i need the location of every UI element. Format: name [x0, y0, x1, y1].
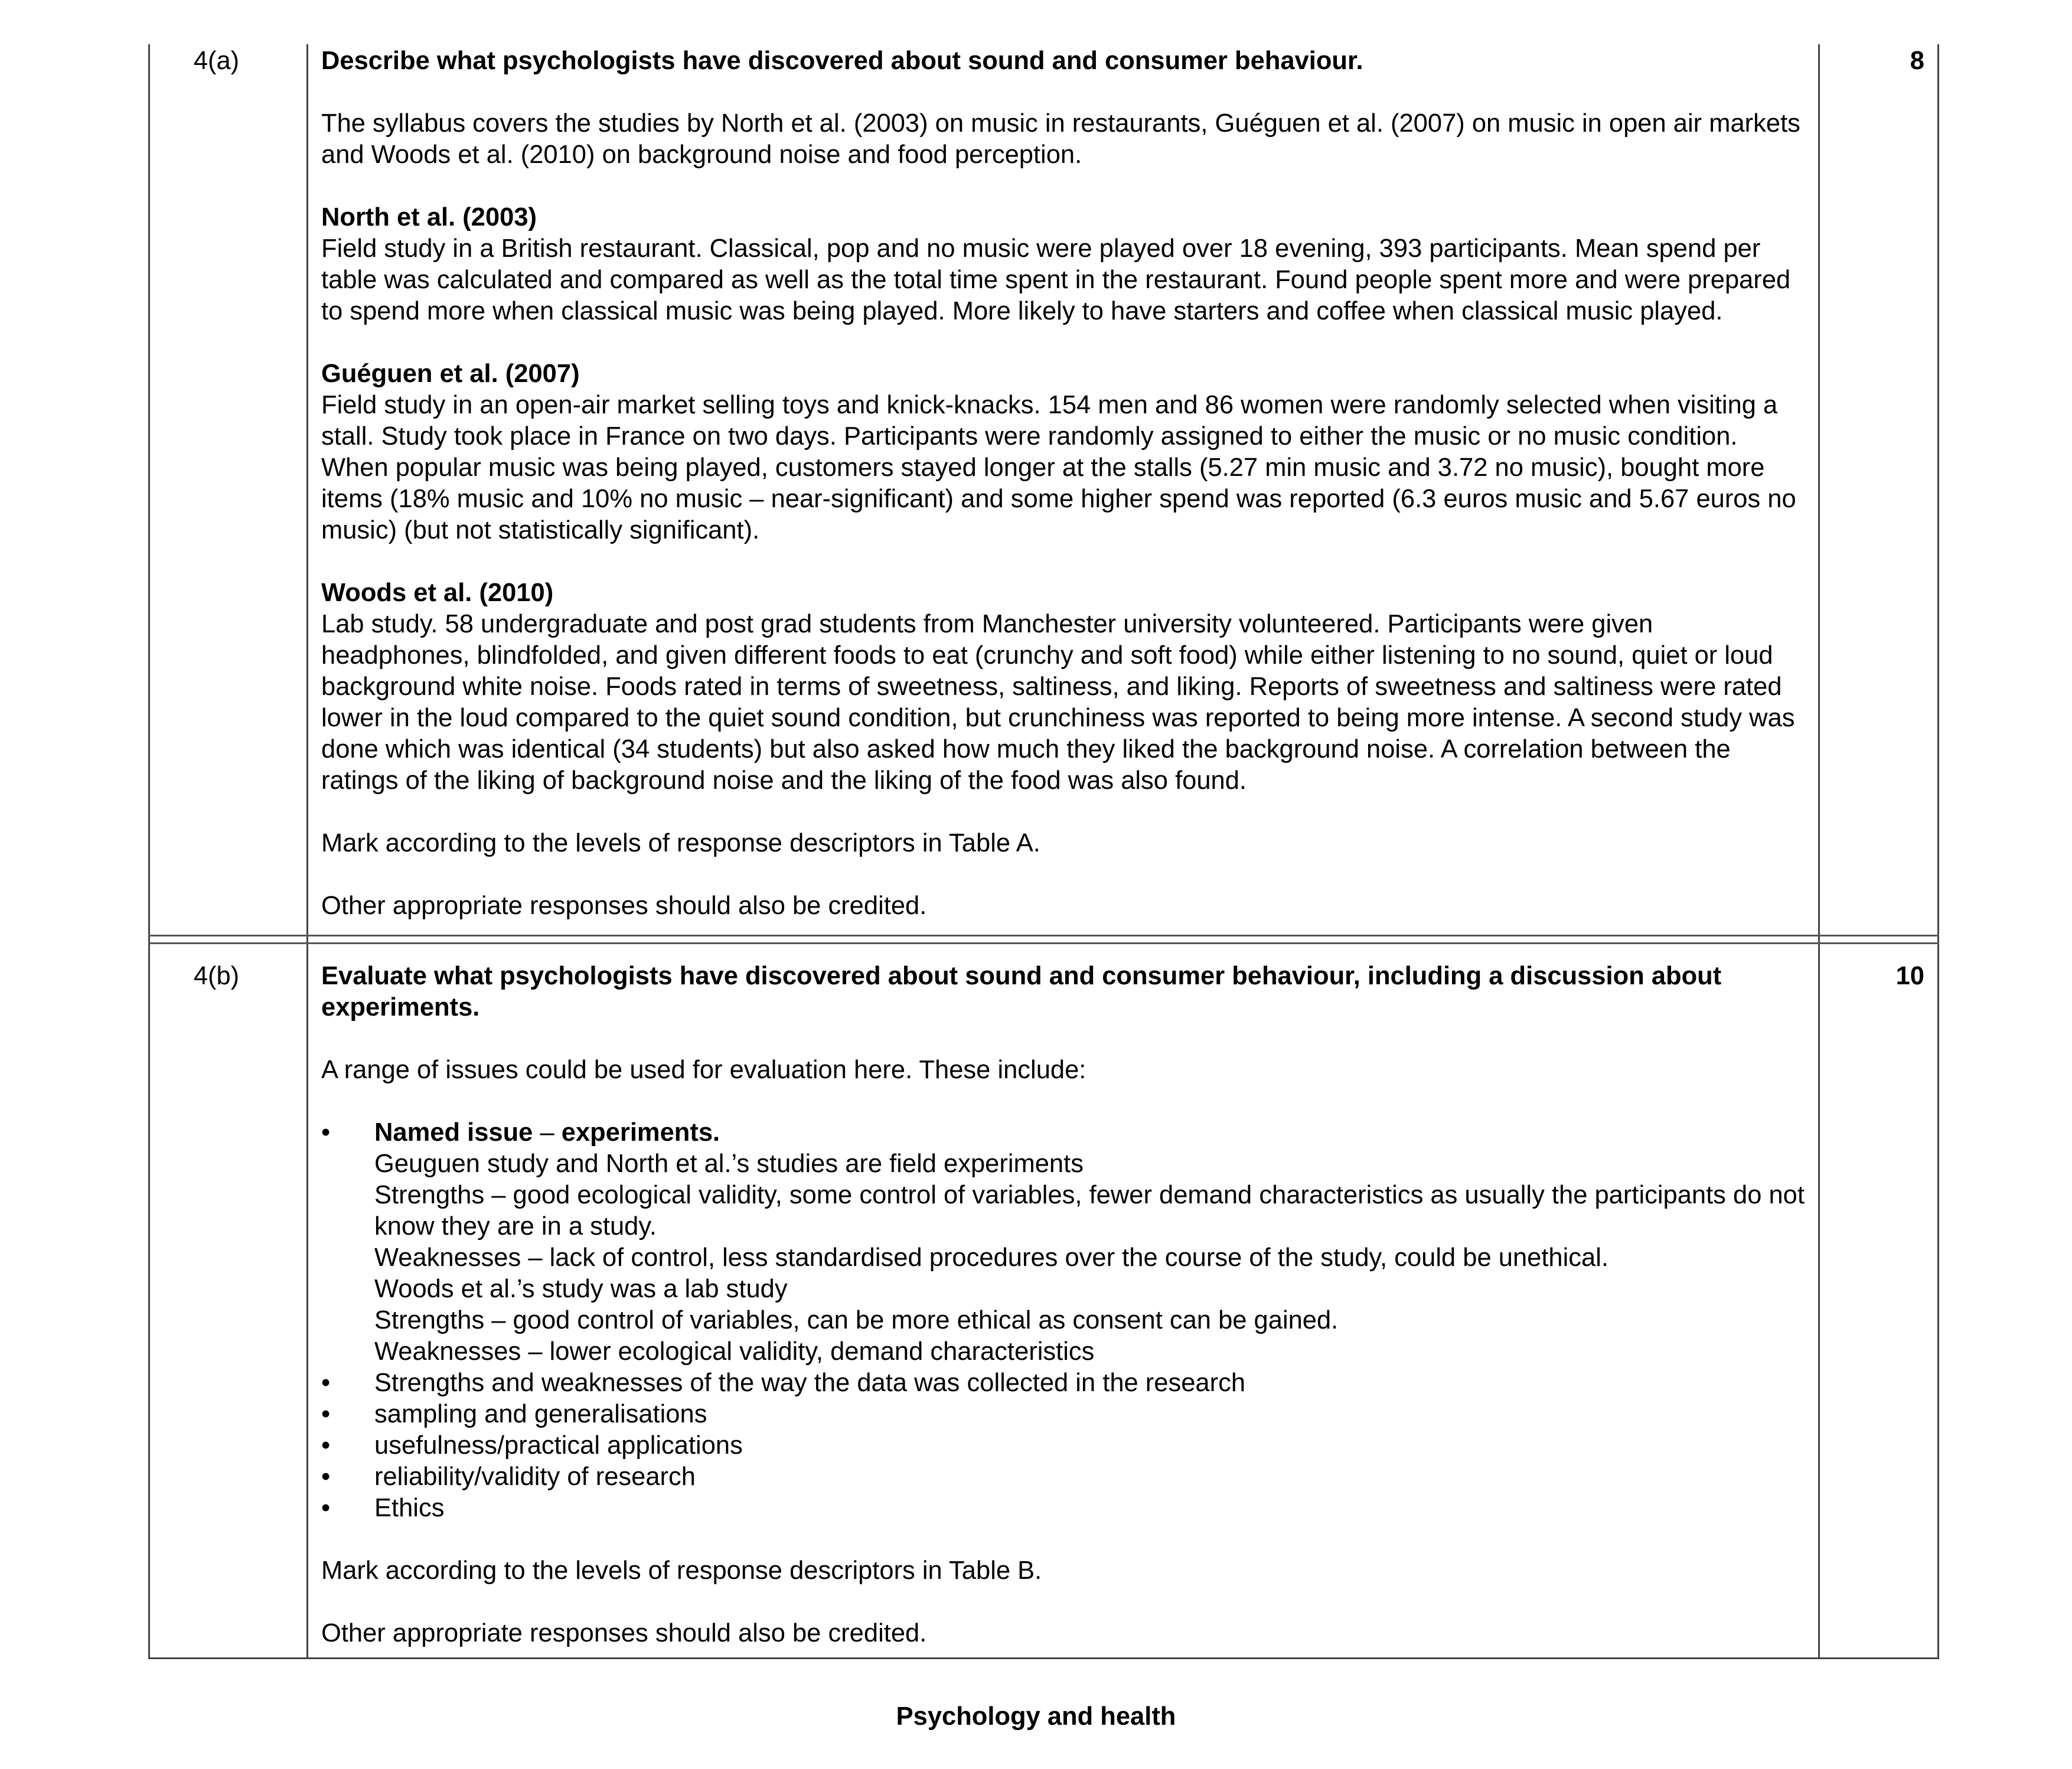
syllabus-intro: The syllabus covers the studies by North et al. (2003) on music in restaurants, Guéguen et al. (2007) on music in open air markets and Woods et al. (2010) on background noise and food perception.	[321, 109, 1800, 169]
named-issue-dash: –	[533, 1118, 562, 1147]
separator-cell	[1819, 936, 1939, 944]
list-item	[321, 1430, 1805, 1461]
named-issue-line: Weaknesses – lack of control, less standardised procedures over the course of the study, could be unethical.	[374, 1243, 1608, 1272]
question-prompt: Evaluate what psychologists have discovered about sound and consumer behaviour, including a discussion about experiments.	[321, 962, 1722, 1021]
evaluation-intro: A range of issues could be used for evaluation here. These include:	[321, 1056, 1086, 1084]
list-item-text: Strengths and weaknesses of the way the data was collected in the research	[374, 1369, 1246, 1397]
credit-note: Other appropriate responses should also be credited.	[321, 892, 927, 920]
bullet-icon: •	[321, 1431, 331, 1460]
study-heading-gueguen: Guéguen et al. (2007)	[321, 360, 580, 388]
named-issue-line: Weaknesses – lower ecological validity, demand characteristics	[374, 1337, 1095, 1366]
row-separator	[149, 936, 1939, 944]
mark-scheme-grid	[148, 44, 1939, 1659]
answer-cell	[308, 944, 1819, 1659]
list-item	[321, 1461, 1805, 1493]
list-item	[321, 1493, 1805, 1524]
question-number: 4(a)	[149, 44, 308, 936]
question-number: 4(b)	[149, 944, 308, 1659]
list-item-text: Ethics	[374, 1494, 445, 1522]
study-text-gueguen: Field study in an open-air market selling toys and knick-knacks. 154 men and 86 women were randomly selected when visiting a stall. Study took place in France on two days. Participants were randomly assigned to either the music or no music condition. When popular music was being played, customers stayed longer at the stalls (5.27 min music and 3.72 no music), bought more items (18% music and 10% no music – near-significant) and some higher spend was reported (6.3 euros music and 5.67 euros no music) (but not statistically significant).	[321, 391, 1796, 544]
list-item-text: usefulness/practical applications	[374, 1431, 743, 1460]
named-issue-line: Strengths – good control of variables, can be more ethical as consent can be gained.	[374, 1306, 1339, 1334]
credit-note: Other appropriate responses should also be credited.	[321, 1619, 927, 1647]
named-issue-label: Named issue	[374, 1118, 533, 1147]
bullet-icon: •	[321, 1463, 331, 1491]
answer-cell	[308, 44, 1819, 936]
list-item	[321, 1399, 1805, 1430]
question-row-4a	[149, 44, 1939, 936]
named-issue-line: Woods et al.’s study was a lab study	[374, 1275, 788, 1303]
section-title: Psychology and health	[896, 1702, 1176, 1731]
study-text-north: Field study in a British restaurant. Classical, pop and no music were played over 18 evening, 393 participants. Mean spend per table was calculated and compared as well as the total time spent in the restaurant. Found people spent more and were prepared to spend more when classical music was being played. More likely to have starters and coffee when classical music played.	[321, 234, 1791, 325]
bullet-icon: •	[321, 1494, 331, 1522]
marks-value: 10	[1819, 944, 1939, 1659]
list-item-text: sampling and generalisations	[374, 1400, 707, 1428]
list-item-text: reliability/validity of research	[374, 1463, 696, 1491]
question-row-4b	[149, 944, 1939, 1659]
mark-instruction: Mark according to the levels of response descriptors in Table A.	[321, 829, 1040, 857]
study-text-woods: Lab study. 58 undergraduate and post grad students from Manchester university volunteered. Participants were given headphones, blindfolded, and given different foods to eat (crunchy and soft food) while either listening to no sound, quiet or loud background white noise. Foods rated in terms of sweetness, saltiness, and liking. Reports of sweetness and saltiness were rated lower in the loud compared to the quiet sound condition, but crunchiness was reported to being more intense. A second study was done which was identical (34 students) but also asked how much they liked the background noise. A correlation between the ratings of the liking of background noise and the liking of the food was also found.	[321, 610, 1795, 795]
separator-cell	[308, 936, 1819, 944]
bullet-icon: •	[321, 1400, 331, 1428]
named-issue-line: Strengths – good ecological validity, some control of variables, fewer demand characteristics as usually the participants do not know they are in a study.	[374, 1181, 1805, 1241]
separator-cell	[149, 936, 308, 944]
named-issue-title	[374, 1117, 1805, 1148]
study-heading-north: North et al. (2003)	[321, 203, 537, 231]
study-heading-woods: Woods et al. (2010)	[321, 579, 554, 607]
named-issue-line: Geuguen study and North et al.’s studies are field experiments	[374, 1150, 1084, 1178]
marks-value: 8	[1819, 44, 1939, 936]
list-item	[321, 1117, 1805, 1367]
bullet-icon: •	[321, 1369, 331, 1397]
mark-instruction: Mark according to the levels of response descriptors in Table B.	[321, 1556, 1042, 1585]
question-prompt: Describe what psychologists have discovered about sound and consumer behaviour.	[321, 47, 1363, 75]
mark-scheme-table	[148, 44, 1937, 1659]
named-issue-topic: experiments.	[561, 1118, 720, 1147]
bullet-icon: •	[321, 1118, 331, 1147]
evaluation-issues-list	[321, 1117, 1805, 1524]
list-item	[321, 1367, 1805, 1399]
